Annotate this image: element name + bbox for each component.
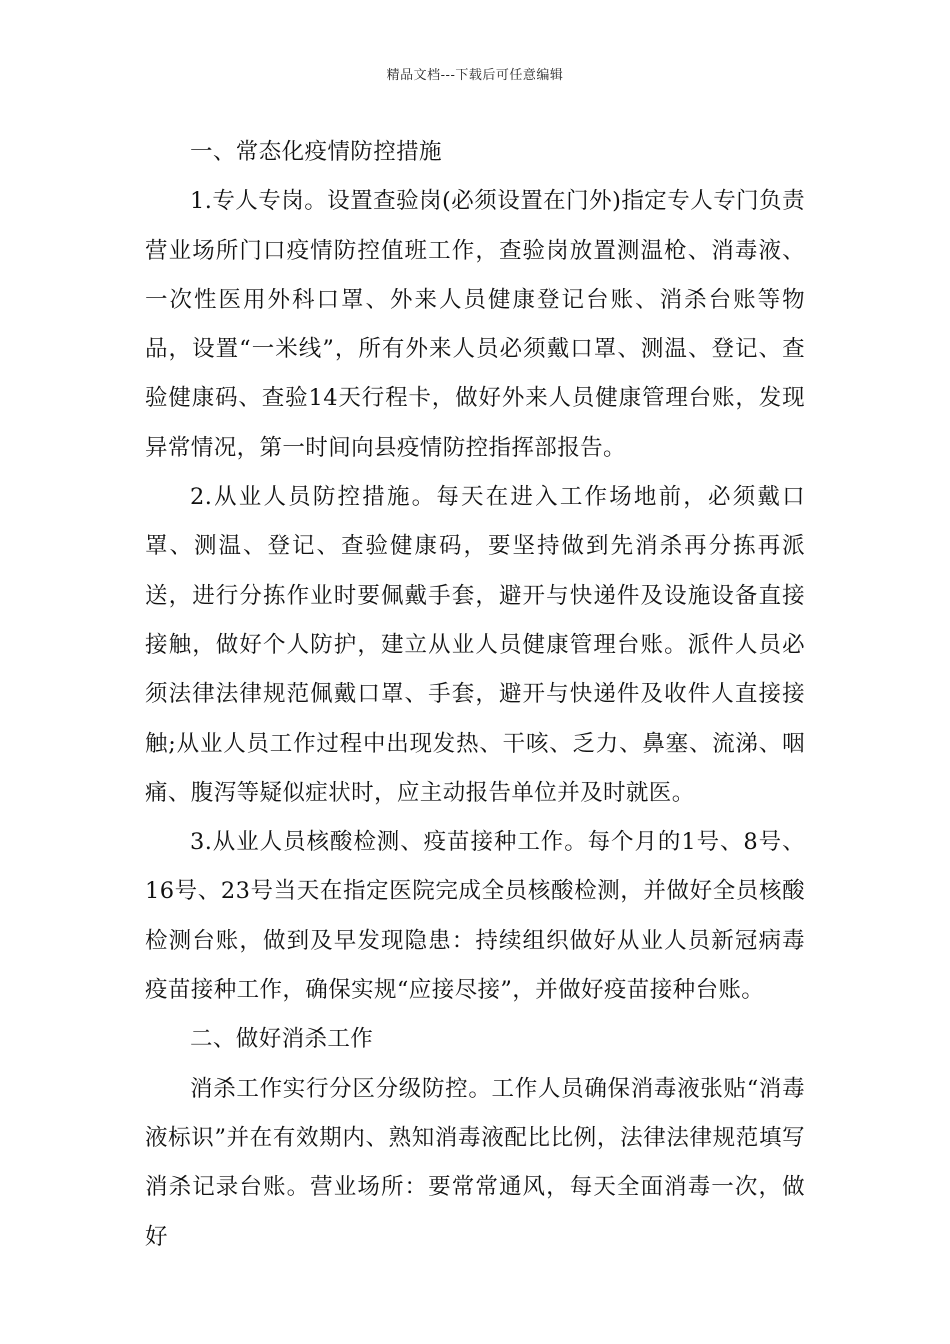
paragraph-3: 3.从业人员核酸检测、疫苗接种工作。每个月的1号、8号、16号、23号当天在指定医院完成全员核酸检测，并做好全员核酸检测台账，做到及早发现隐患：持续组织做好从业人员新冠病毒疫苗接种工作，确保实规“应接尽接”，并做好疫苗接种台账。: [145, 829, 805, 1004]
page-header: 精品文档---下载后可任意编辑: [386, 68, 564, 83]
paragraph-4: 消杀工作实行分区分级防控。工作人员确保消毒液张贴“消毒液标识”并在有效期内、熟知消毒液配比比例，法律法律规范填写消杀记录台账。营业场所：要常常通风，每天全面消毒一次，做好: [145, 1075, 805, 1250]
document-body: [145, 128, 805, 1262]
section-heading-1: 一、常态化疫情防控措施: [190, 139, 442, 165]
section-heading-2: 二、做好消杀工作: [190, 1026, 374, 1053]
paragraph-1: 1.专人专岗。设置查验岗(必须设置在门外)指定专人专门负责营业场所门口疫情防控值班工作，查验岗放置测温枪、消毒液、一次性医用外科口罩、外来人员健康登记台账、消杀台账等物品，设置“一米线”，所有外来人员必须戴口罩、测温、登记、查验健康码、查验14天行程卡，做好外来人员健康管理台账，发现异常情况，第一时间向县疫情防控指挥部报告。: [145, 188, 805, 461]
paragraph-2: 2.从业人员防控措施。每天在进入工作场地前，必须戴口罩、测温、登记、查验健康码，要坚持做到先消杀再分拣再派送，进行分拣作业时要佩戴手套，避开与快递件及设施设备直接接触，做好个人防护，建立从业人员健康管理台账。派件人员必须法律法律规范佩戴口罩、手套，避开与快递件及收件人直接接触;从业人员工作过程中出现发热、干咳、乏力、鼻塞、流涕、咽痛、腹泻等疑似症状时，应主动报告单位并及时就医。: [145, 484, 805, 806]
